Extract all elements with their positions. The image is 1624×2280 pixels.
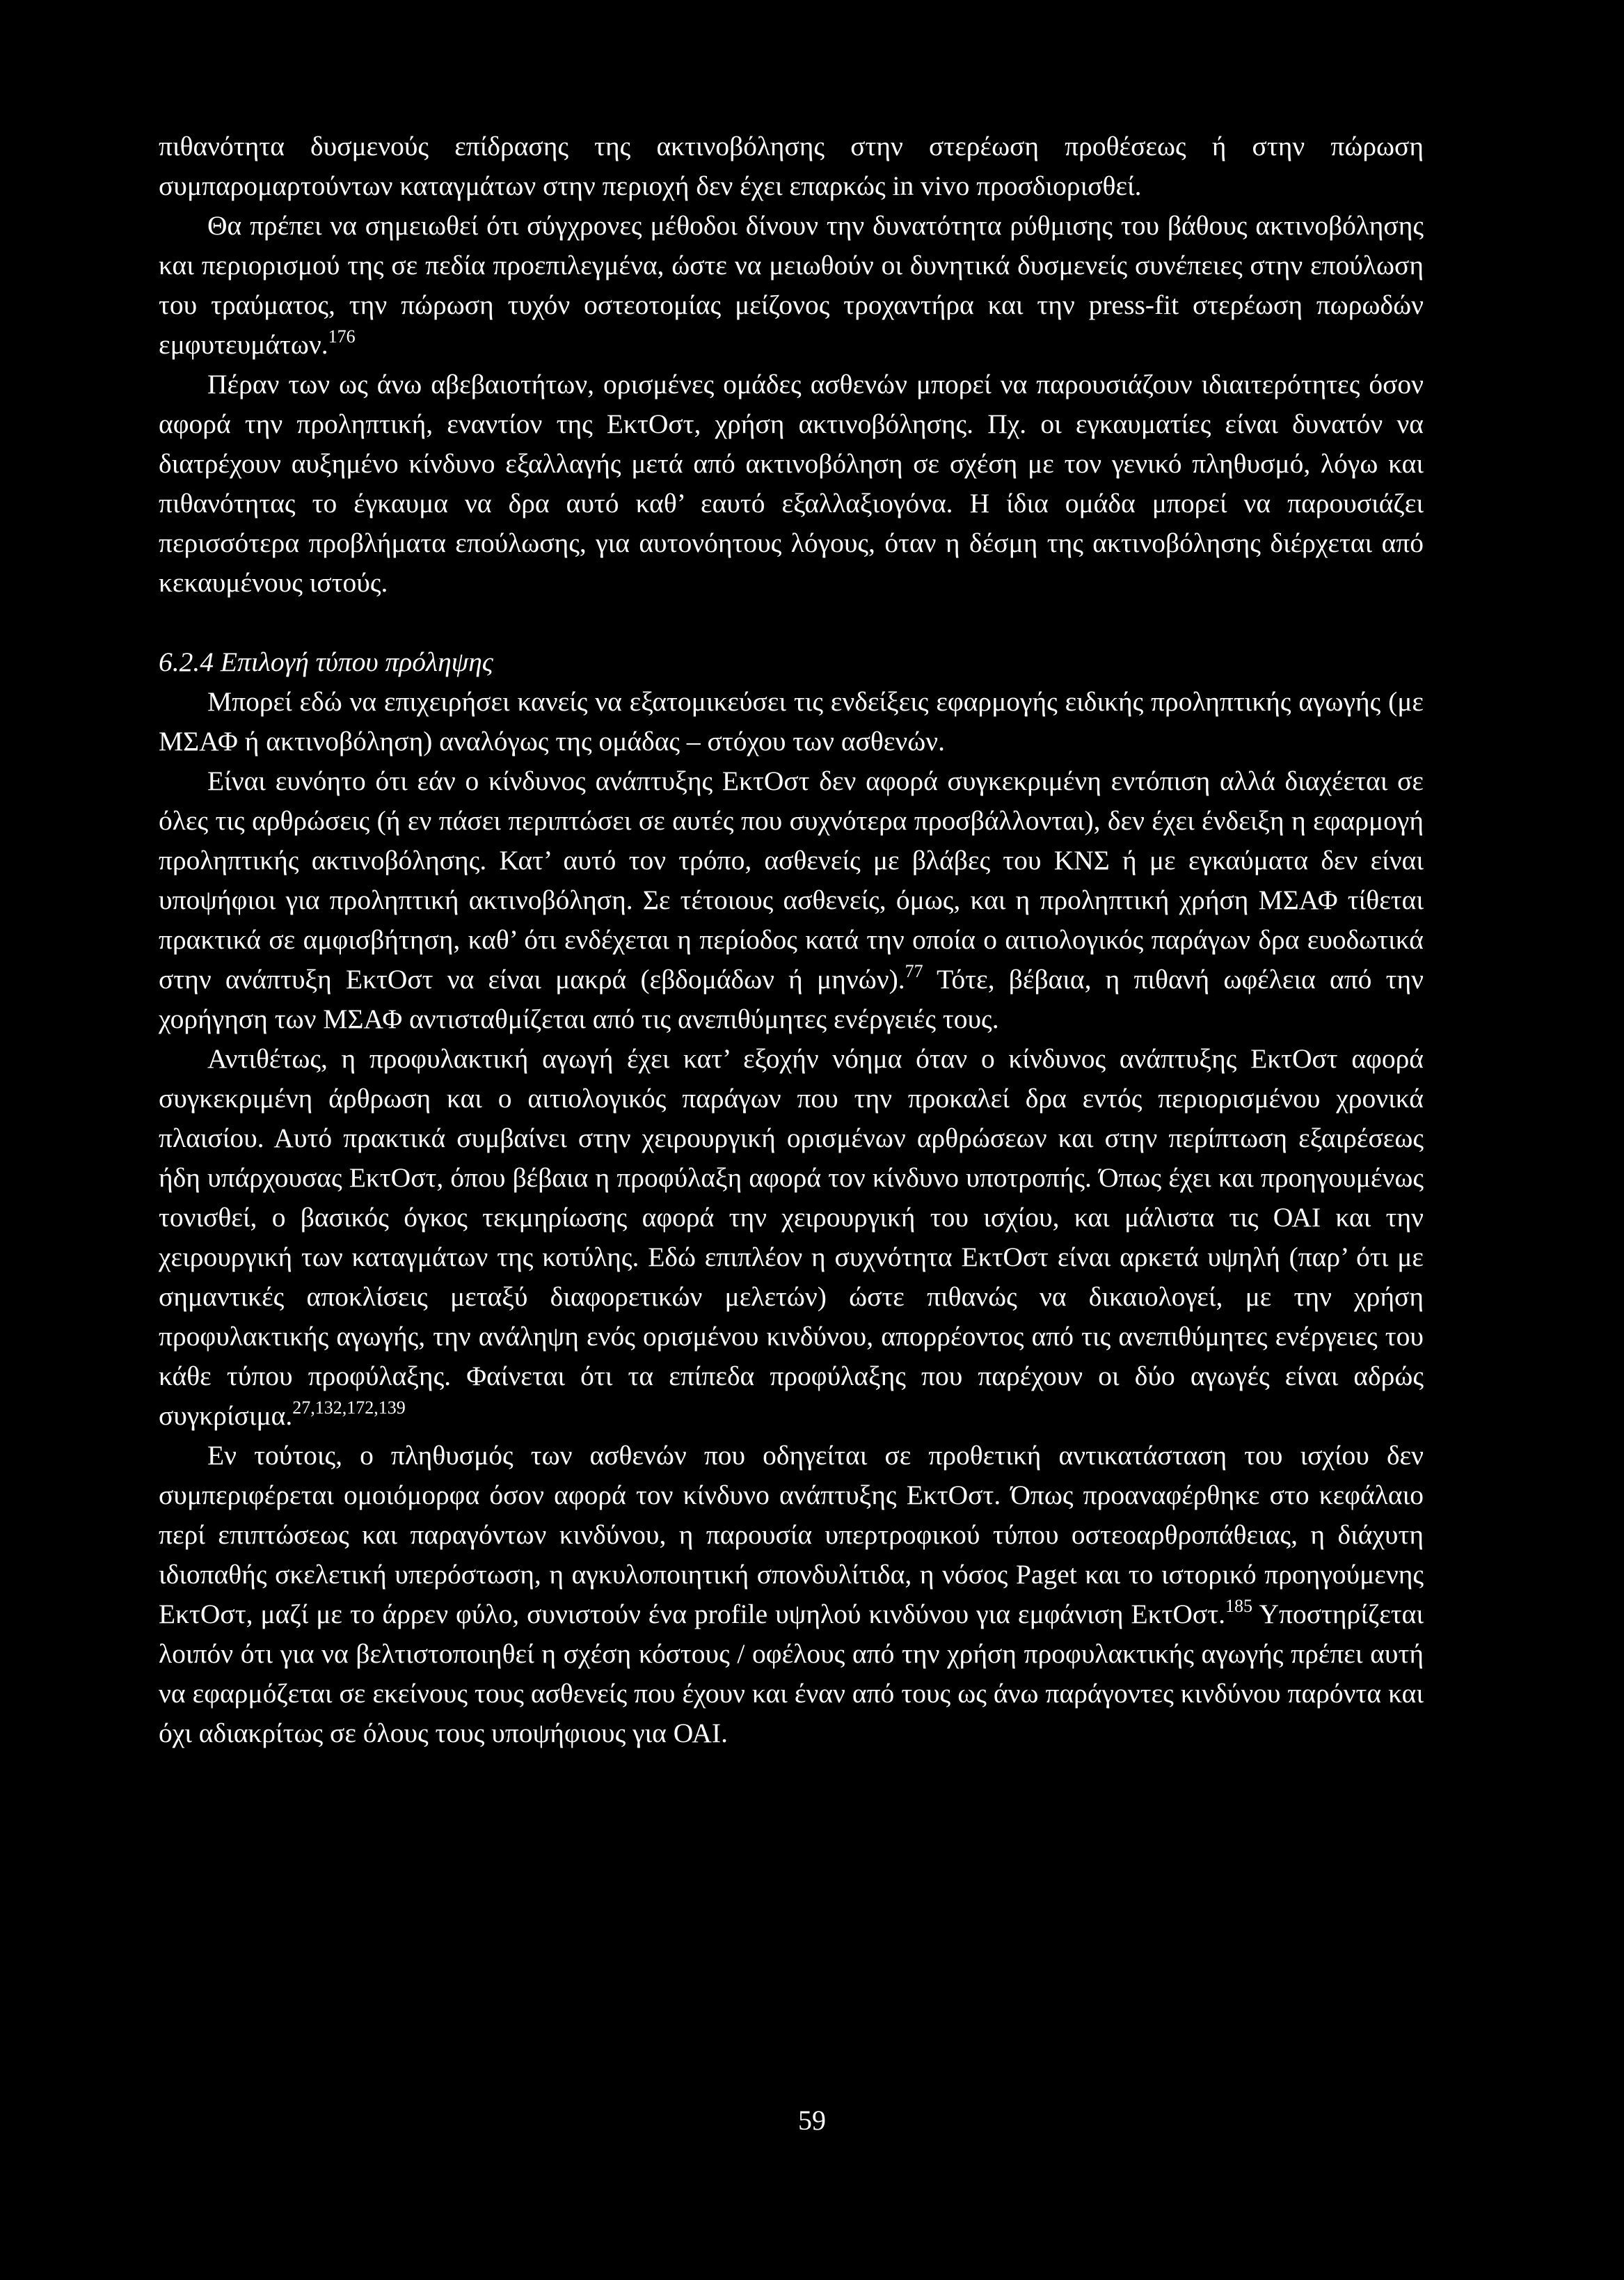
- citation-superscript: 77: [905, 961, 923, 981]
- paragraph-risk-profile: [159, 1436, 1424, 1753]
- paragraph-text: Μπορεί εδώ να επιχειρήσει κανείς να εξατομικεύσει τις ενδείξεις εφαρμογής ειδικής προληπτικής αγωγής (με ΜΣΑΦ ή ακτινοβόληση) αναλόγως της ομάδας – στόχου των ασθενών.: [159, 686, 1424, 757]
- paragraph-text-continued: Τότε, βέβαια, η πιθανή ωφέλεια από την χορήγηση των ΜΣΑΦ αντισταθμίζεται από τις ανεπιθύμητες ενέργειές τους.: [159, 964, 1424, 1034]
- page-body: [159, 127, 1424, 1753]
- paragraph-text: Εν τούτοις, ο πληθυσμός των ασθενών που οδηγείται σε προθετική αντικατάσταση του ισχίου δεν συμπεριφέρεται ομοιόμορφα όσον αφορά τον κίνδυνο ανάπτυξης ΕκτΟστ. Όπως προαναφέρθηκε στο κεφάλαιο περί επιπτώσεως και παραγόντων κινδύνου, η παρουσία υπερτροφικού τύπου οστεοαρθροπάθειας, η διάχυτη ιδιοπαθής σκελετική υπερόστωση, η αγκυλοποιητική σπονδυλίτιδα, η νόσος Paget και το ιστορικό προηγούμενης ΕκτΟστ, μαζί με το άρρεν φύλο, συνιστούν ένα profile υψηλού κινδύνου για εμφάνιση ΕκτΟστ.: [159, 1440, 1424, 1629]
- paragraph-individualize: [159, 682, 1424, 761]
- page-number: 59: [798, 2105, 826, 2136]
- paragraph-text: Αντιθέτως, η προφυλακτική αγωγή έχει κατ’ εξοχήν νόημα όταν ο κίνδυνος ανάπτυξης ΕκτΟστ αφορά συγκεκριμένη άρθρωση και ο αιτιολογικός παράγων που την προκαλεί δρα εντός περιορισμένου χρονικά πλαισίου. Αυτό πρακτικά συμβαίνει στην χειρουργική ορισμένων αρθρώσεων και στην περίπτωση εξαιρέσεως ήδη υπάρχουσας ΕκτΟστ, όπου βέβαια η προφύλαξη αφορά τον κίνδυνο υποτροπής. Όπως έχει και προηγουμένως τονισθεί, ο βασικός όγκος τεκμηρίωσης αφορά την χειρουργική του ισχίου, και μάλιστα τις ΟΑΙ και την χειρουργική των καταγμάτων της κοτύλης. Εδώ επιπλέον η συχνότητα ΕκτΟστ είναι αρκετά υψηλή (παρ’ ότι με σημαντικές αποκλίσεις μεταξύ διαφορετικών μελετών) ώστε πιθανώς να δικαιολογεί, με την χρήση προφυλακτικής αγωγής, την ανάληψη ενός ορισμένου κινδύνου, απορρέοντος από τις ανεπιθύμητες ενέργειες του κάθε τύπου προφύλαξης. Φαίνεται ότι τα επίπεδα προφύλαξης που παρέχουν οι δύο αγωγές είναι αδρώς συγκρίσιμα.: [159, 1043, 1424, 1431]
- citation-superscript: 27,132,172,139: [292, 1398, 406, 1418]
- paragraph-text-continued: Υποστηρίζεται λοιπόν ότι για να βελτιστοποιηθεί η σχέση κόστους / οφέλους από την χρήση προφυλακτικής αγωγής πρέπει αυτή να εφαρμόζεται σε εκείνους τους ασθενείς που έχουν και έναν από τους ως άνω παράγοντες κινδύνου παρόντα και όχι αδιακρίτως σε όλους τους υποψήφιους για ΟΑΙ.: [159, 1599, 1424, 1748]
- paragraph-text: Είναι ευνόητο ότι εάν ο κίνδυνος ανάπτυξης ΕκτΟστ δεν αφορά συγκεκριμένη εντόπιση αλλά διαχέεται σε όλες τις αρθρώσεις (ή εν πάσει περιπτώσει σε αυτές που συχνότερα προσβάλλονται), δεν έχει ένδειξη η εφαρμογή προληπτικής ακτινοβόλησης. Κατ’ αυτό τον τρόπο, ασθενείς με βλάβες του ΚΝΣ ή με εγκαύματα δεν είναι υποψήφιοι για προληπτική ακτινοβόληση. Σε τέτοιους ασθενείς, όμως, και η προληπτική χρήση ΜΣΑΦ τίθεται πρακτικά σε αμφισβήτηση, καθ’ ότι ενδέχεται η περίοδος κατά την οποία ο αιτιολογικός παράγων δρα ευοδωτικά στην ανάπτυξη ΕκτΟστ να είναι μακρά (εβδομάδων ή μηνών).: [159, 766, 1424, 995]
- paragraph-text: πιθανότητα δυσμενούς επίδρασης της ακτινοβόλησης στην στερέωση προθέσεως ή στην πώρωση συμπαρομαρτούντων καταγμάτων στην περιοχή δεν έχει επαρκώς in vivo προσδιορισθεί.: [159, 131, 1424, 201]
- paragraph-patient-groups: [159, 365, 1424, 603]
- paragraph-text: Πέραν των ως άνω αβεβαιοτήτων, ορισμένες ομάδες ασθενών μπορεί να παρουσιάζουν ιδιαιτερότητες όσον αφορά την προληπτική, εναντίον της ΕκτΟστ, χρήση ακτινοβόλησης. Πχ. οι εγκαυματίες είναι δυνατόν να διατρέχουν αυξημένο κίνδυνο εξαλλαγής μετά από ακτινοβόληση σε σχέση με τον γενικό πληθυσμό, λόγω και πιθανότητας το έγκαυμα να δρα αυτό καθ’ εαυτό εξαλλαξιογόνα. Η ίδια ομάδα μπορεί να παρουσιάζει περισσότερα προβλήματα επούλωσης, για αυτονόητους λόγους, όταν η δέσμη της ακτινοβόλησης διέρχεται από κεκαυμένους ιστούς.: [159, 369, 1424, 598]
- paragraph-text: Θα πρέπει να σημειωθεί ότι σύγχρονες μέθοδοι δίνουν την δυνατότητα ρύθμισης του βάθους ακτινοβόλησης και περιορισμού της σε πεδία προεπιλεγμένα, ώστε να μειωθούν οι δυνητικά δυσμενείς συνέπειες στην επούλωση του τραύματος, την πώρωση τυχόν οστεοτομίας μείζονος τροχαντήρα και την press-fit στερέωση πωρωδών εμφυτευμάτων.: [159, 210, 1424, 360]
- paragraph-diffuse-risk: [159, 761, 1424, 1039]
- paragraph-radiation-methods: [159, 206, 1424, 365]
- citation-superscript: 176: [328, 326, 356, 347]
- citation-superscript: 185: [1225, 1596, 1252, 1616]
- paragraph-continuation: [159, 127, 1424, 206]
- section-heading: 6.2.4 Επιλογή τύπου πρόληψης: [159, 647, 493, 677]
- paragraph-prophylaxis-meaning: [159, 1039, 1424, 1436]
